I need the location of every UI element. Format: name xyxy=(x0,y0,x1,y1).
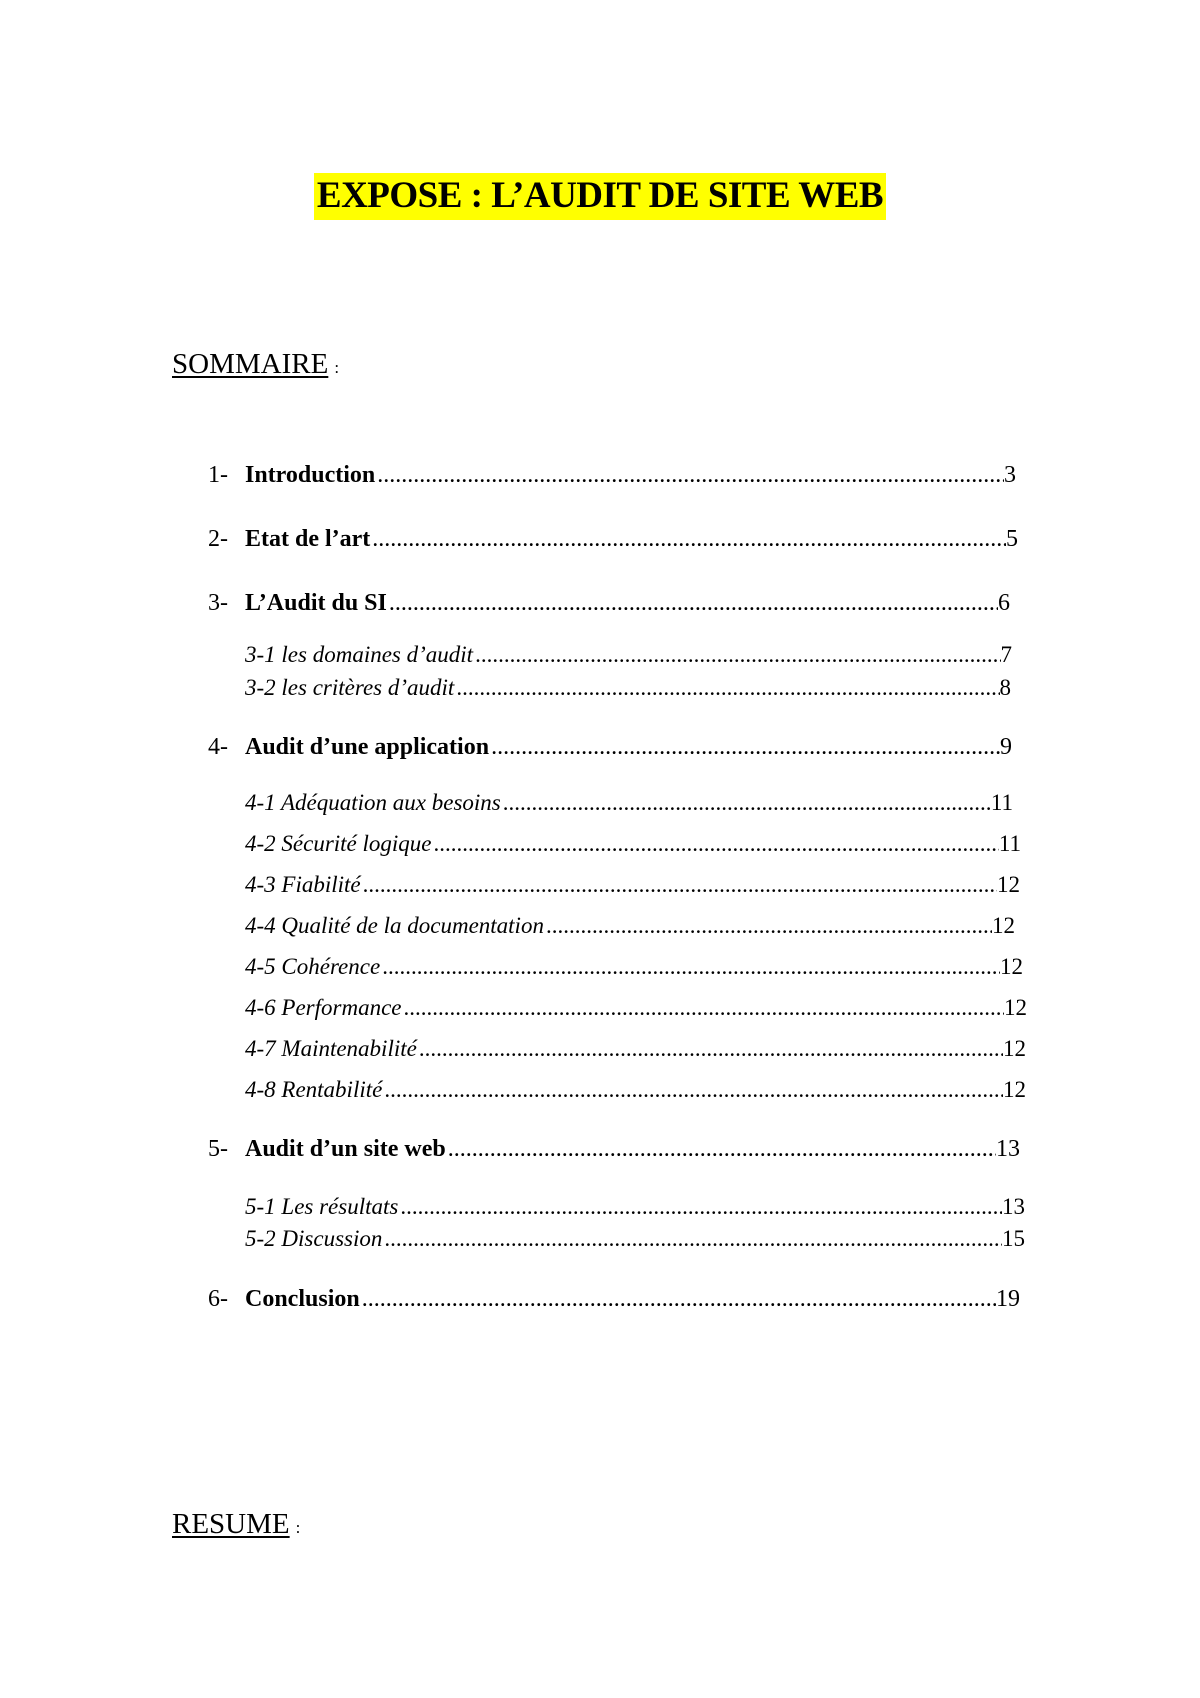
toc-leader-dots xyxy=(404,995,1005,1021)
toc-subitem-fiabilite[interactable] xyxy=(245,872,1020,898)
toc-subitem-label: 3-1 les domaines d’audit xyxy=(245,642,474,667)
toc-subitem-maintenabilite[interactable] xyxy=(245,1036,1026,1062)
toc-subitem-label: 5-1 Les résultats xyxy=(245,1194,399,1219)
sommaire-heading xyxy=(172,348,339,381)
toc-leader-dots xyxy=(456,675,999,701)
toc-subitem-page: 8 xyxy=(999,675,1011,700)
toc-subitem-label: 4-8 Rentabilité xyxy=(245,1077,383,1102)
toc-item-number: 4- xyxy=(208,734,228,760)
toc-item-number: 2- xyxy=(208,526,228,552)
toc-item-page: 3 xyxy=(1004,462,1016,488)
toc-leader-dots xyxy=(448,1136,996,1163)
sommaire-colon: : xyxy=(334,358,340,377)
toc-subitem-page: 11 xyxy=(990,790,1013,815)
resume-heading xyxy=(172,1508,300,1541)
title-text: EXPOSE : L’AUDIT DE SITE WEB xyxy=(314,173,886,220)
toc-subitem-label: 5-2 Discussion xyxy=(245,1226,383,1251)
toc-subitem-label: 4-2 Sécurité logique xyxy=(245,831,432,856)
toc-subitem-coherence[interactable] xyxy=(245,954,1023,980)
sommaire-label: SOMMAIRE xyxy=(172,348,329,380)
toc-leader-dots xyxy=(419,1036,1003,1062)
toc-subitem-label: 4-7 Maintenabilité xyxy=(245,1036,417,1061)
toc-subitem-label: 4-5 Cohérence xyxy=(245,954,381,979)
toc-item-label: L’Audit du SI xyxy=(245,590,387,616)
toc-subitem-resultats[interactable] xyxy=(245,1194,1025,1220)
toc-item-audit-application[interactable] xyxy=(208,734,1012,761)
document-title xyxy=(0,174,1200,217)
toc-item-number: 6- xyxy=(208,1286,228,1312)
toc-item-label: Conclusion xyxy=(245,1286,360,1312)
toc-item-introduction[interactable] xyxy=(208,462,1016,489)
toc-subitem-page: 12 xyxy=(1003,1036,1026,1061)
toc-item-label: Audit d’une application xyxy=(245,734,490,760)
toc-item-page: 5 xyxy=(1006,526,1018,552)
toc-subitem-qualite[interactable] xyxy=(245,913,1015,939)
toc-subitem-page: 12 xyxy=(997,872,1020,897)
toc-subitem-page: 12 xyxy=(992,913,1015,938)
toc-leader-dots xyxy=(384,1226,1002,1252)
toc-item-etat-de-l-art[interactable] xyxy=(208,526,1018,553)
toc-leader-dots xyxy=(434,831,999,857)
toc-item-label: Audit d’un site web xyxy=(245,1136,446,1162)
toc-item-conclusion[interactable] xyxy=(208,1286,1020,1313)
toc-leader-dots xyxy=(377,462,1004,489)
toc-item-label: Introduction xyxy=(245,462,376,488)
toc-item-number: 3- xyxy=(208,590,228,616)
toc-leader-dots xyxy=(400,1194,1002,1220)
toc-item-number: 1- xyxy=(208,462,228,488)
toc-subitem-label: 3-2 les critères d’audit xyxy=(245,675,455,700)
toc-item-page: 13 xyxy=(996,1136,1020,1162)
toc-item-page: 6 xyxy=(998,590,1010,616)
resume-label: RESUME xyxy=(172,1508,290,1540)
toc-leader-dots xyxy=(372,526,1006,553)
toc-subitem-page: 7 xyxy=(1000,642,1012,667)
toc-item-number: 5- xyxy=(208,1136,228,1162)
toc-item-audit-du-si[interactable] xyxy=(208,590,1010,617)
toc-subitem-page: 12 xyxy=(1000,954,1023,979)
toc-subitem-label: 4-3 Fiabilité xyxy=(245,872,361,897)
toc-leader-dots xyxy=(491,734,1000,761)
toc-leader-dots xyxy=(546,913,992,939)
toc-leader-dots xyxy=(382,954,1000,980)
toc-leader-dots xyxy=(363,872,997,898)
toc-item-page: 19 xyxy=(996,1286,1020,1312)
toc-subitem-page: 15 xyxy=(1002,1226,1025,1251)
toc-item-page: 9 xyxy=(1000,734,1012,760)
toc-subitem-discussion[interactable] xyxy=(245,1226,1025,1252)
toc-leader-dots xyxy=(384,1077,1003,1103)
toc-subitem-rentabilite[interactable] xyxy=(245,1077,1026,1103)
toc-subitem-securite[interactable] xyxy=(245,831,1021,857)
toc-subitem-label: 4-1 Adéquation aux besoins xyxy=(245,790,501,815)
toc-subitem-page: 12 xyxy=(1004,995,1027,1020)
toc-item-audit-site-web[interactable] xyxy=(208,1136,1020,1163)
toc-leader-dots xyxy=(389,590,998,617)
toc-subitem-label: 4-4 Qualité de la documentation xyxy=(245,913,544,938)
toc-subitem-domaines[interactable] xyxy=(245,642,1012,668)
toc-item-label: Etat de l’art xyxy=(245,526,371,552)
toc-subitem-performance[interactable] xyxy=(245,995,1027,1021)
toc-subitem-page: 12 xyxy=(1003,1077,1026,1102)
toc-subitem-label: 4-6 Performance xyxy=(245,995,402,1020)
toc-subitem-criteres[interactable] xyxy=(245,675,1011,701)
toc-subitem-adequation[interactable] xyxy=(245,790,1013,816)
toc-leader-dots xyxy=(503,790,991,816)
toc-subitem-page: 11 xyxy=(998,831,1021,856)
toc-subitem-page: 13 xyxy=(1002,1194,1025,1219)
toc-leader-dots xyxy=(362,1286,996,1313)
toc-leader-dots xyxy=(475,642,1000,668)
resume-colon: : xyxy=(295,1518,301,1537)
